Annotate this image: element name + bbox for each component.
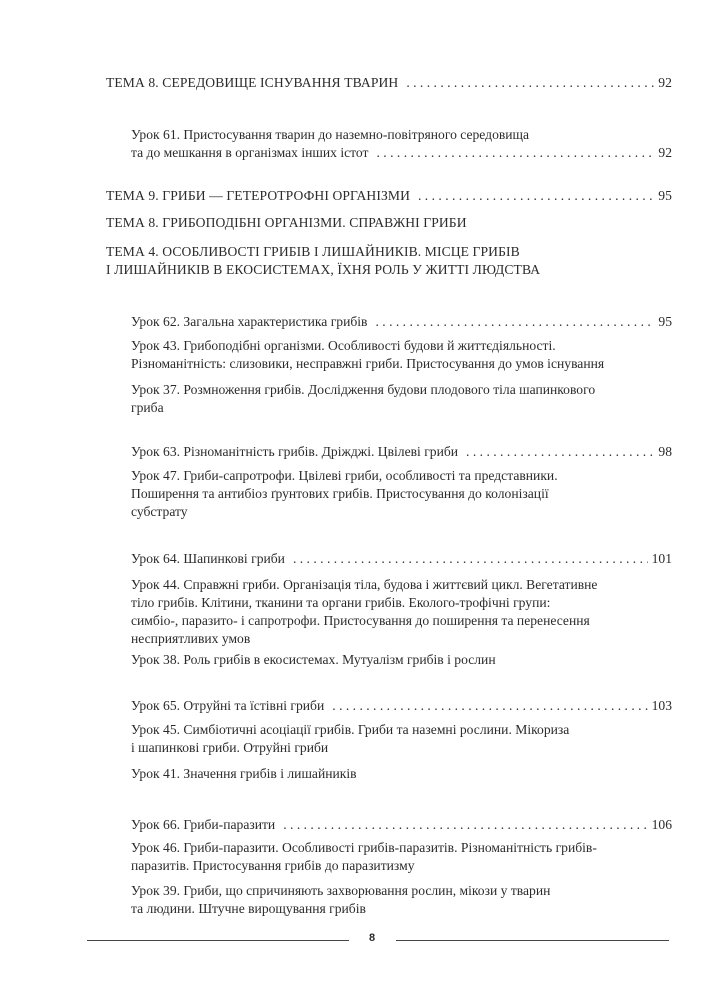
toc-entry-line — [131, 697, 672, 715]
dot-leader — [332, 697, 647, 715]
toc-lesson-entry — [131, 721, 672, 757]
toc-lesson-entry — [131, 765, 672, 783]
toc-topic-entry — [106, 74, 672, 92]
toc-lesson-entry — [131, 313, 672, 331]
toc-entry-text: симбіо-, паразито- і сапротрофи. Пристосування до поширення та перенесення — [131, 613, 590, 628]
dot-leader — [466, 443, 654, 461]
dot-leader — [377, 144, 655, 162]
toc-page-number: 103 — [651, 698, 672, 713]
toc-entry-line — [131, 816, 672, 834]
footer-page-number: 8 — [368, 932, 376, 944]
footer-rule-right — [396, 940, 669, 941]
toc-entry-text: Урок 61. Пристосування тварин до наземно-повітряного середовища — [131, 127, 530, 142]
toc-lesson-entry — [131, 443, 672, 461]
toc-entry-text: паразитів. Пристосування грибів до паразитизму — [131, 858, 415, 873]
toc-entry-text: Урок 47. Гриби-сапротрофи. Цвілеві гриби, особливості та представники. — [131, 468, 558, 483]
toc-page-number: 92 — [658, 145, 672, 160]
toc-lesson-entry — [131, 882, 672, 918]
toc-lesson-entry — [131, 651, 672, 669]
toc-entry-text: та людини. Штучне вирощування грибів — [131, 901, 366, 916]
toc-entry-text: Урок 63. Різноманітність грибів. Дріжджі. Цвілеві гриби — [131, 444, 459, 459]
toc-lesson-entry — [131, 697, 672, 715]
toc-entry-text: ТЕМА 9. ГРИБИ — ГЕТЕРОТРОФНІ ОРГАНІЗМИ — [106, 188, 410, 203]
toc-topic-entry — [106, 187, 672, 205]
toc-lesson-entry — [131, 467, 672, 521]
dot-leader — [293, 550, 648, 568]
toc-entry-text: Урок 44. Справжні гриби. Організація тіла, будова і життєвий цикл. Вегетативне — [131, 577, 598, 592]
toc-topic-entry — [106, 214, 672, 232]
toc-lesson-entry — [131, 816, 672, 834]
toc-entry-text: Урок 37. Розмноження грибів. Дослідження будови плодового тіла шапинкового — [131, 382, 596, 397]
toc-entry-text: ТЕМА 8. ГРИБОПОДІБНІ ОРГАНІЗМИ. СПРАВЖНІ ГРИБИ — [106, 215, 467, 230]
toc-entry-text: Урок 46. Гриби-паразити. Особливості грибів-паразитів. Різноманітність грибів- — [131, 840, 597, 855]
toc-topic-entry — [106, 243, 672, 279]
toc-page-number: 92 — [658, 75, 672, 90]
toc-entry-text: Урок 62. Загальна характеристика грибів — [131, 314, 368, 329]
toc-entry-text: Урок 38. Роль грибів в екосистемах. Мутуалізм грибів і рослин — [131, 652, 496, 667]
dot-leader — [283, 816, 647, 834]
toc-lesson-entry — [131, 839, 672, 875]
toc-entry-line — [131, 144, 672, 162]
toc-entry-text: Різноманітність: слизовики, несправжні гриби. Пристосування до умов існування — [131, 356, 605, 371]
toc-entry-text: несприятливих умов — [131, 631, 251, 646]
toc-entry-text: І ЛИШАЙНИКІВ В ЕКОСИСТЕМАХ, ЇХНЯ РОЛЬ У ЖИТТІ ЛЮДСТВА — [106, 262, 541, 277]
toc-entry-text: гриба — [131, 400, 164, 415]
toc-entry-text: ТЕМА 8. СЕРЕДОВИЩЕ ІСНУВАННЯ ТВАРИН — [106, 75, 399, 90]
toc-entry-text: Урок 41. Значення грибів і лишайників — [131, 766, 357, 781]
dot-leader — [406, 74, 654, 92]
footer-rule-left — [87, 940, 349, 941]
toc-page-number: 106 — [651, 817, 672, 832]
toc-entry-text: та до мешкання в організмах інших істот — [131, 145, 369, 160]
toc-entry-text: Поширення та антибіоз ґрунтових грибів. Пристосування до колонізації — [131, 486, 549, 501]
toc-lesson-entry — [131, 576, 672, 648]
dot-leader — [418, 187, 654, 205]
toc-lesson-entry — [131, 550, 672, 568]
toc-entry-line — [131, 443, 672, 461]
toc-page-number: 101 — [651, 551, 672, 566]
toc-entry-text: Урок 64. Шапинкові гриби — [131, 551, 285, 566]
toc-entry-text: Урок 66. Гриби-паразити — [131, 817, 276, 832]
toc-entry-text: Урок 43. Грибоподібні організми. Особливості будови й життєдіяльності. — [131, 338, 556, 353]
toc-entry-line — [106, 74, 672, 92]
toc-entry-text: і шапинкові гриби. Отруйні гриби — [131, 740, 329, 755]
toc-page-number: 95 — [658, 314, 672, 329]
toc-page-number: 95 — [658, 188, 672, 203]
toc-entry-text: тіло грибів. Клітини, тканини та органи грибів. Еколого-трофічні групи: — [131, 595, 551, 610]
toc-entry-line — [106, 187, 672, 205]
toc-entry-line — [131, 313, 672, 331]
toc-entry-line — [131, 550, 672, 568]
toc-entry-text: субстрату — [131, 504, 188, 519]
toc-page-number: 98 — [658, 444, 672, 459]
toc-entry-text: Урок 39. Гриби, що спричиняють захворювання рослин, мікози у тварин — [131, 883, 551, 898]
toc-entry-text: Урок 45. Симбіотичні асоціації грибів. Гриби та наземні рослини. Мікориза — [131, 722, 570, 737]
dot-leader — [375, 313, 654, 331]
toc-entry-text: Урок 65. Отруйні та їстівні гриби — [131, 698, 325, 713]
toc-lesson-entry — [131, 381, 672, 417]
toc-lesson-entry — [131, 337, 672, 373]
toc-entry-text: ТЕМА 4. ОСОБЛИВОСТІ ГРИБІВ І ЛИШАЙНИКІВ. МІСЦЕ ГРИБІВ — [106, 244, 520, 259]
toc-lesson-entry — [131, 126, 672, 162]
